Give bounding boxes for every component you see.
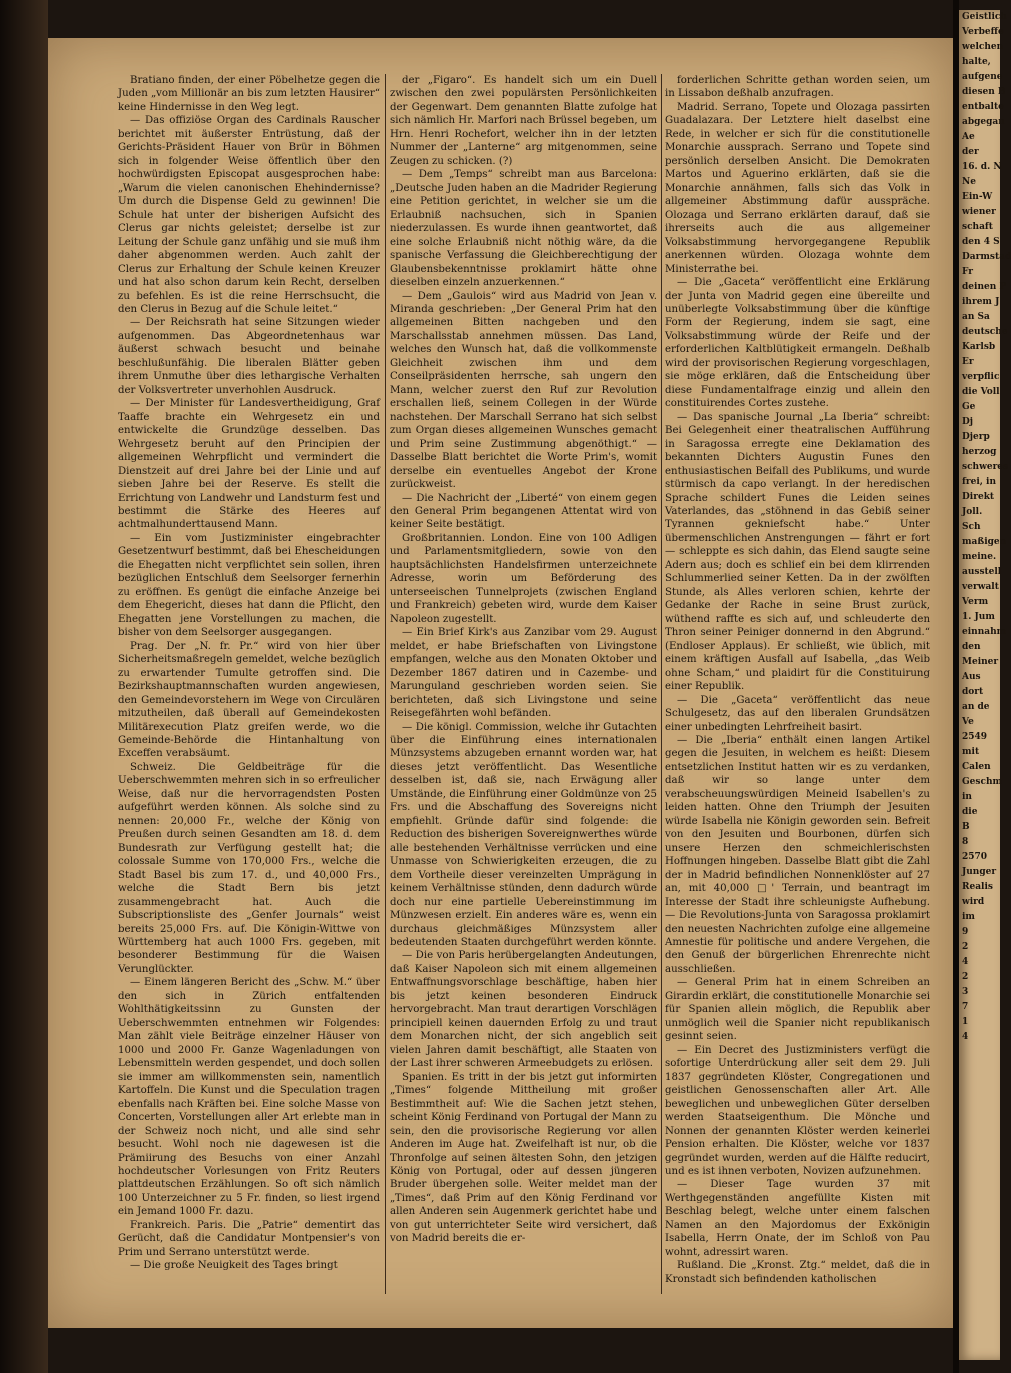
paragraph: Rußland. Die „Kronst. Ztg.“ meldet, daß die in Kronstadt sich befindenden katholischen [665,1260,930,1285]
facing-page-fragment: halte, [962,57,991,67]
facing-page-fragment: 4 [962,957,969,967]
facing-page-fragment: verwalt [962,582,999,592]
facing-page-fragment: aufgene [962,72,1003,82]
paragraph: — Dem „Gaulois“ wird aus Madrid von Jean v. Miranda geschrieben: „Der General Prim hat den allgemeinen Bitten nachgeben und den Marschallsstab annehmen müssen. Das Land, welches den Wunsch hat, daß die vollkommenste Gleichheit zwischen ihm und dem Conseilpräsidenten herrsche, sah ungern den Mann, welcher zuerst den Ruf zur Revolution erschallen ließ, seinem Collegen in der Würde nachstehen. Der Marschall Serrano hat sich selbst zum Organ dieses allgemeinen Wunsches gemacht und Prim seine Zustimmung abgenöthigt.“ — Dasselbe Blatt berichtet die Worte Prim's, womit derselbe ein eventuelles Angebot der Krone zurückweist. [390,290,657,491]
facing-page-fragment: 9 [962,927,969,937]
paragraph: — Die von Paris herübergelangten Andeutungen, daß Kaiser Napoleon sich mit einem allgemeinen Entwaffnungsvorschlage beschäftige, haben hier bis jetzt keinen besonderen Eindruck hervorgebracht. Man traut derartigen Vorschlägen principiell keinen dauernden Erfolg zu und traut dem Monarchen nicht, der sich angeblich seit vielen Jahren damit beschäftigt, alle Staaten von der Last ihrer schweren Armeebudgets zu erlösen. [390,950,657,1070]
facing-page-fragment: entbalte [962,102,1004,112]
facing-page-fragment: die [962,807,978,817]
facing-page-fragment: den [962,642,981,652]
facing-page-fragment: Realis [962,882,993,892]
paragraph: forderlichen Schritte gethan worden seien, um in Lissabon deßhalb anzufragen. [665,75,930,100]
facing-page-fragment: deutsche [962,327,1008,337]
facing-page-fragment: 1 [962,1017,969,1027]
facing-page-fragment: 2 [962,942,969,952]
column-rule [661,74,662,1294]
facing-page-fragment: im [962,912,975,922]
facing-page-fragment: Verbeffe [962,27,1004,37]
column-1 [118,74,380,1273]
paragraph: Madrid. Serrano, Topete und Olozaga passirten Guadalazara. Der Letztere hielt daselbst eine Rede, in welcher er sich für die constitutionelle Monarchie aussprach. Serrano und Topete sind persönlich derselben Ansicht. Die Demokraten Martos und Aguerino erklärten, daß sie die Monarchie annähmen, falls sich das Volk in allgemeiner Abstimmung dafür ausspräche. Olozaga und Serrano erklärten darauf, daß sie ihrerseits auch die aus allgemeiner Volksabstimmung hervorgegangene Republik anerkennen würden. Olozaga wohnte dem Ministerrathe bei. [665,101,930,275]
facing-page-fragment: deinen P [962,282,1007,292]
facing-page-fragment: die Voll [962,387,1000,397]
paragraph: — Die Nachricht der „Liberté“ von einem gegen den General Prim begangenen Attentat wird von keiner Seite bestätigt. [390,492,657,531]
facing-page-fragment: Geistlich [962,12,1007,22]
paragraph: — General Prim hat in einem Schreiben an Girardin erklärt, die constitutionelle Monarchie sei für Spanien allein möglich, die Republik aber unmöglich weil die Spanier nicht republikanisch gesinnt seien. [665,977,930,1043]
facing-page-fragment: ihrem J [962,297,1000,307]
facing-page-fragment: Joll. [962,507,983,517]
facing-page-fragment: Ein-W [962,192,993,202]
paragraph: — Ein Brief Kirk's aus Zanzibar vom 29. August meldet, er habe Briefschaften von Livingstone empfangen, welche aus den Monaten Oktober und Dezember 1867 datiren und in Cazembe- und Marunguland geschrieben worden seien. Sie berichteten, daß sich Livingstone und seine Reisegefährten wohl befänden. [390,627,657,720]
paragraph: — Ein vom Justizminister eingebrachter Gesetzentwurf bestimmt, daß bei Ehescheidungen die Ehegatten nicht verpflichtet sein sollen, ihren bezüglichen Entschluß dem Seelsorger fernerhin zu eröffnen. Es genügt die einfache Anzeige bei dem Ehegericht, dieses hat dann die Pflicht, den Ehegatten jene Vorstellungen zu machen, die bisher von dem Seelsorger ausgegangen. [118,532,380,639]
facing-page-fragment: Ae [962,132,975,142]
facing-page-fragment: 8 [962,837,969,847]
column-rule [385,74,386,1294]
column-3 [665,74,930,1286]
column-2 [390,74,657,1246]
facing-page-fragment: maßigen [962,537,1007,547]
facing-page-fragment: Fr [962,267,973,277]
facing-page-fragment: Ge [962,402,976,412]
facing-page-fragment: schweres [962,462,1009,472]
facing-page-fragment: einnahm [962,627,1007,637]
paragraph: Frankreich. Paris. Die „Patrie“ dementirt das Gerücht, daß die Candidatur Montpensier's von Prim und Serrano unterstützt werde. [118,1219,380,1258]
paragraph: — Dem „Temps“ schreibt man aus Barcelona: „Deutsche Juden haben an die Madrider Regierung eine Petition gerichtet, in welcher sie um die Erlaubniß nachsuchen, sich in Spanien niederzulassen. Es wurde ihnen geantwortet, daß eine solche Erlaubniß nicht nöthig wäre, da die spanische Verfassung die Gleichberechtigung der Glaubensbekenntnisse proklamirt hätte ohne dieselben einzeln anzuerkennen.“ [390,169,657,289]
facing-page-fragment: Ne [962,177,976,187]
facing-page-fragment: 2 [962,972,969,982]
paragraph: — Dieser Tage wurden 37 mit Werthgegenständen angefüllte Kisten mit Beschlag belegt, welche unter einem falschen Namen an den Majordomus der Exkönigin Isabella, Herrn Onate, der im Schloß von Pau wohnt, adressirt waren. [665,1179,930,1258]
paragraph: — Die „Gaceta“ veröffentlicht das neue Schulgesetz, das auf den liberalen Grundsätzen einer unbedingten Lehrfreiheit basirt. [665,694,930,733]
facing-page-fragment: Ve [962,717,974,727]
facing-page-fragment: abgegan [962,117,1005,127]
paragraph: — Die „Iberia“ enthält einen langen Artikel gegen die Jesuiten, in welchem es heißt: Diesem entsetzlichen Institut hatten wir es zu verdanken, daß wir so lange unter dem verabscheuungswürdigen Meineid Isabellen's zu leiden hatten. Ohne den Triumph der Jesuiten würde Isabella nie Königin geworden sein. Befreit von den Jesuiten und Bourbonen, dürfen sich unsere Herzen den schmeichlerischsten Hoffnungen hingeben. Dasselbe Blatt gibt die Zahl der in Madrid befindlichen Nonnenklöster auf 27 an, mit 40,000 □' Terrain, und beantragt im Interesse der Stadt ihre schleunigste Aufhebung. — Die Revolutions-Junta von Saragossa proklamirt den neuesten Nachrichten zufolge eine allgemeine Amnestie für politische und andere Vergehen, die den Genuß der bürgerlichen Ehrenrechte nicht ausschließen. [665,734,930,975]
paragraph: — Die große Neuigkeit des Tages bringt [130,1260,338,1272]
facing-page-fragment: Djerp [962,432,990,442]
facing-page-fragment: Darmstad [962,252,1011,262]
paragraph: — Der Minister für Landesvertheidigung, Graf Taaffe brachte ein Wehrgesetz ein und entwickelte die Grundzüge desselben. Das Wehrgesetz beruht auf den Principien der allgemeinen Wehrpflicht und vermindert die Dienstzeit auf drei Jahre bei der Linie und auf sieben Jahre bei der Reserve. Es stellt die Errichtung von Landwehr und Landsturm fest und bestimmt die Stärke des Heeres auf achtmalhunderttausend Mann. [118,398,380,531]
facing-page-fragment: Dj [962,417,974,427]
facing-page-fragment: Junger [962,867,997,877]
paragraph: — Das spanische Journal „La Iberia“ schreibt: Bei Gelegenheit einer theatralischen Aufführung in Saragossa erregte eine Deklamation des bekannten Dichters Augustin Funes den enthusiastischen Beifall des Publikums, und wurde stürmisch da capo verlangt. In der heredischen Sprache schildert Funes die Leiden seines Vaterlandes, das „stöhnend in das Gebiß seiner Tyrannen gekniefscht habe.“ Unter übermenschlichen Anstrengungen — fährt er fort — schleppte es sich dahin, das Elend saugte seine Adern aus; doch es schlief ein bei dem klirrenden Schlummerlied seiner Ketten. Da in der zwölften Stunde, als Alles verloren schien, kehrte der Gedanke der Rache in seine Brust zurück, wüthend raffte es sich auf, und schleuderte den Thron seiner Peiniger donnernd in den Abgrund.“ (Endloser Applaus). Er schließt, wie üblich, mit einem kräftigen Ausfall auf Isabella, „das Weib ohne Scham,“ und plaidirt für die Constituirung einer Republik. [665,411,930,693]
facing-page-fragment: frei, in [962,477,996,487]
facing-page-fragment: Direkt [962,492,995,502]
paragraph: Bratiano finden, der einer Pöbelhetze gegen die Juden „vom Millionär an bis zum letzten Hausirer“ keine Hindernisse in den Weg legt. [118,75,380,113]
facing-page-fragment: der [962,147,979,157]
facing-page-fragment: wird [962,897,985,907]
facing-page-fragment: 16. d. N [962,162,1002,172]
facing-page-fragment: herzog [962,447,997,457]
facing-page-fragment: ausstell [962,567,1002,577]
book-binding-left [0,0,48,1373]
facing-page-strip [959,10,1011,1360]
facing-page-fragment: 2570 [962,852,988,862]
paragraph: der „Figaro“. Es handelt sich um ein Duell zwischen den zwei populärsten Persönlichkeiten der Gegenwart. Dem genannten Blatte zufolge hat sich nämlich Hr. Marfori nach Brüssel begeben, um Hrn. Henri Rochefort, welcher ihn in der letzten Nummer der „Lanterne“ arg mitgenommen, seine Zeugen zu schicken. (?) [390,75,658,167]
facing-page-fragment: Calen [962,762,991,772]
paragraph: — Ein Decret des Justizministers verfügt die sofortige Unterdrückung aller seit dem 29. Juli 1837 gegründeten Klöster, Congregationen und geistlichen Genossenschaften aller Art. Alle beweglichen und unbeweglichen Güter derselben werden Staatseigenthum. Die Mönche und Nonnen der genannten Klöster werden keinerlei Pension erhalten. Die Klöster, welche vor 1837 gegründet wurden, werden auf die Hälfte reducirt, und es ist ihnen verboten, Novizen aufzunehmen. [665,1044,930,1177]
facing-page-fragment: meine. [962,552,997,562]
facing-page-fragment: 7 [962,1002,969,1012]
facing-page-fragment: 1. Jum [962,612,995,622]
facing-page-fragment: welchen [962,42,1004,52]
facing-page-fragment: in [962,792,972,802]
facing-page-fragment: B [962,822,970,832]
facing-page-fragment: Karlsb [962,342,996,352]
paragraph: Großbritannien. London. Eine von 100 Adligen und Parlamentsmitgliedern, sowie von den hauptsächlichsten Handelsfirmen unterzeichnete Adresse, worin um Beförderung des unterseeischen Tunnelprojets (zwischen England und Frankreich) gebeten wird, wurde dem Kaiser Napoleon zugestellt. [390,532,657,625]
paragraph: — Das offiziöse Organ des Cardinals Rauscher berichtet mit äußerster Entrüstung, daß der Gerichts-Präsident Hauer von Brür in Böhmen sich in folgender Weise öffentlich über den hochwürdigsten Episcopat ausgesprochen habe: „Warum die vielen canonischen Ehehindernisse? Um durch die Dispense Geld zu gewinnen! Die Schule hat unter der bisherigen Aufsicht des Clerus gar nichts geleistet; derselbe ist zur Leitung der Schule ganz unfähig und sie muß ihm daher abgenommen werden. Auch zahlt der Clerus zur Erhaltung der Schule keinen Kreuzer und hat also schon darum kein Recht, derselben zu befehlen. Es ist die reine Herrschsucht, die den Clerus in Bezug auf die Schule leitet.“ [118,115,380,315]
paragraph: — Der Reichsrath hat seine Sitzungen wieder aufgenommen. Das Abgeordnetenhaus war äußerst schwach besucht und beinahe beschlußunfähig. Die liberalen Blätter geben ihrem Unmuthe über dies lethargische Verhalten der Volksvertreter unverhohlen Ausdruck. [118,317,380,396]
facing-page-fragment: an Sa [962,312,990,322]
paragraph: Spanien. Es tritt in der bis jetzt gut informirten „Times“ folgende Mittheilung mit großer Bestimmtheit auf: Wie die Sachen jetzt stehen, scheint König Ferdinand von Portugal der Mann zu sein, den die provisorische Regierung vor allen Anderen im Auge hat. Zweifelhaft ist nur, ob die Thronfolge auf seinen ältesten Sohn, den jetzigen König von Portugal, oder auf dessen jüngeren Bruder übergehen solle. Weiter meldet man der „Times“, daß Prim auf den König Ferdinand vor allen Anderen sein Augenmerk gerichtet habe und von gut unterrichteter Seite wird versichert, daß von Madrid bereits die er- [390,1071,657,1245]
paragraph: — Die „Gaceta“ veröffentlicht eine Erklärung der Junta von Madrid gegen eine übereilte und unüberlegte Volksabstimmung über die künftige Form der Regierung, indem sie sagt, eine Volksabstimmung würde der Reife und der erforderlichen Kaltblütigkeit ermangeln. Deßhalb wird der provisorischen Regierung vorgeschlagen, sie möge erklären, daß die Entscheidung über diese Fundamentalfrage einzig und allein den constituirendes Cortes zustehe. [665,277,930,410]
facing-page-fragment: den 4 S [962,237,1000,247]
facing-page-fragment: wiener [962,207,996,217]
facing-page-fragment: 3 [962,987,969,997]
paragraph: Schweiz. Die Geldbeiträge für die Ueberschwemmten mehren sich in so erfreulicher Weise, daß nur die hervorragendsten Posten aufgeführt werden können. Als solche sind zu nennen: 20,000 Fr., welche der König von Preußen durch seinen Gesandten am 18. d. dem Bundesrath zur Verfügung gestellt hat; die colossale Summe von 170,000 Frs., welche die Stadt Basel bis zum 17. d., und 40,000 Frs., welche die Stadt Bern bis jetzt zusammengebracht hat. Auch die Subscriptionsliste des „Genfer Journals“ weist bereits 25,000 Frs. auf. Die Königin-Wittwe von Württemberg hat auch 1000 Frs. gegeben, mit besonderer Bestimmung für die Waisen Verunglückter. [118,761,380,975]
facing-page-fragment: Meiner [962,657,999,667]
facing-page-fragment: Verm [962,597,989,607]
facing-page-fragment: 4 [962,1032,969,1042]
facing-page-fragment: mit [962,747,980,757]
facing-page-fragment: an de [962,702,990,712]
paragraph: Prag. Der „N. fr. Pr.“ wird von hier über Sicherheitsmaßregeln gemeldet, welche bezüglich zu erwartender Tumulte getroffen sind. Die Bezirkshauptmannschaften wurden angewiesen, den Gemeindevorstehern im Wege von Circulären mitzutheilen, daß überall auf Gemeindekosten Militärexecution Platz greifen werde, wo die Gemeinde-Behörde die Hintanhaltung von Exceffen verabsäumt. [118,640,380,760]
facing-page-fragment: diesen B [962,87,1006,97]
facing-page-fragment: Sch [962,522,981,532]
facing-page-fragment: Aus [962,672,981,682]
facing-page-fragment: verpflic [962,372,1000,382]
facing-page-fragment: Geschm [962,777,1003,787]
paragraph: — Die königl. Commission, welche ihr Gutachten über die Einführung eines internationalen Münzsystems abzugeben ernannt worden war, hat dieses jetzt veröffentlicht. Das Wesentliche desselben ist, daß sie, nach Erwägung aller Umstände, die Einführung einer Goldmünze von 25 Frs. und die Abschaffung des Sovereigns nicht empfiehlt. Gründe dafür sind folgende: die Reduction des bisherigen Sovereignwerthes würde alle bestehenden Verhältnisse verrücken und eine Unmasse von Schwierigkeiten erzeugen, die zu dem Vortheile dieser vereinzelten Umprägung in keinem Verhältnisse stünden, denn dadurch würde doch nur eine partielle Uebereinstimmung im Münzwesen erzielt. Ein anderes wäre es, wenn ein durchaus gleichmäßiges Münzsystem aller bedeutenden Staaten durchgeführt werden könnte. [390,721,657,948]
facing-page-fragment: Er [962,357,974,367]
facing-page-fragment: dort [962,687,984,697]
paragraph: — Einem längeren Bericht des „Schw. M.“ über den sich in Zürich entfaltenden Wohlthätigkeitssinn zu Gunsten der Ueberschwemmten entnehmen wir Folgendes: Man zählt viele Beiträge einzelner Häuser von 1000 und 2000 Fr. Ganze Wagenladungen von Lebensmitteln werden gespendet, und doch sollen sie immer am willkommensten sein, namentlich Kartoffeln. Die Kunst und die Speculation tragen ebenfalls nach Kräften bei. Eine solche Masse von Concerten, Vorstellungen aller Art erlebte man in der Schweiz noch nicht, und alle sind sehr besucht. Wohl noch nie dagewesen ist die Prämiirung des Besuchs von einer Anzahl hochdeutscher Vorlesungen von Fritz Reuters plattdeutschen Erzählungen. So oft sich nämlich 100 Unterzeichner zu 5 Fr. finden, so liest irgend ein Jemand 1000 Fr. dazu. [118,977,380,1218]
facing-page-fragment: 2549 [962,732,988,742]
facing-page-fragment: schaft [962,222,993,232]
